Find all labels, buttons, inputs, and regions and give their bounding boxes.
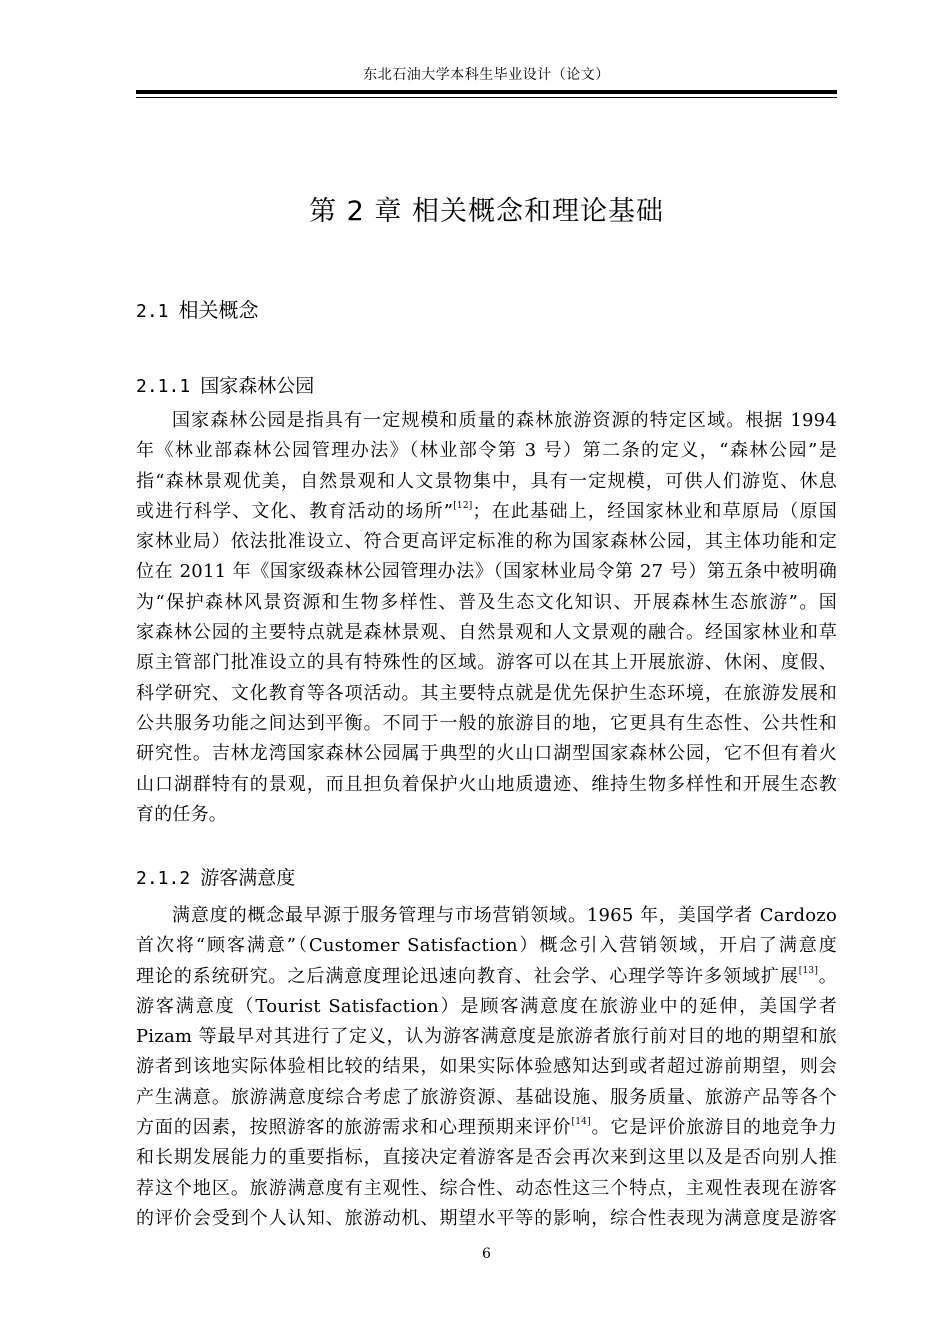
- text-line: Pizam 等最早对其进行了定义，认为游客满意度是旅游者旅行前对目的地的期望和旅: [136, 1026, 837, 1048]
- chapter-title: 第 2 章 相关概念和理论基础: [309, 196, 664, 227]
- text-line: 和长期发展能力的重要指标，直接决定着游客是否会再次来到这里以及是否向别人推: [136, 1147, 837, 1169]
- text-line: 指“森林景观优美，自然景观和人文景物集中，具有一定规模，可供人们游览、休息: [136, 470, 837, 492]
- paragraph-tourist-satisfaction: [136, 901, 837, 1234]
- text-line: 位在 2011 年《国家级森林公园管理办法》（国家林业局令第 27 号）第五条中被明确: [136, 561, 837, 583]
- subsection-title: 国家森林公园: [200, 375, 315, 397]
- text-line: 育的任务。: [136, 803, 227, 825]
- text-line: 荐这个地区。旅游满意度有主观性、综合性、动态性这三个特点，主观性表现在游客: [136, 1177, 837, 1199]
- header-rule-thick: [136, 90, 837, 94]
- text-line: 公共服务功能之间达到平衡。不同于一般的旅游目的地，它更具有生态性、公共性和: [136, 712, 837, 734]
- text-line: 为“保护森林风景资源和生物多样性、普及生态文化知识、开展森林生态旅游”。国: [136, 591, 837, 613]
- running-header: 东北石油大学本科生毕业设计（论文）: [363, 67, 610, 83]
- text-fragment: ；在此基础上，经国家林业和草原局（原国: [472, 500, 837, 522]
- text-line: 原主管部门批准设立的具有特殊性的区域。游客可以在其上开展旅游、休闲、度假、: [136, 652, 837, 674]
- text-line: 家森林公园的主要特点就是森林景观、自然景观和人文景观的融合。经国家林业和草: [136, 622, 837, 644]
- text-line: 家林业局）依法批准设立、符合更高评定标准的称为国家森林公园，其主体功能和定: [136, 531, 837, 553]
- subsection-heading-satisfaction: [136, 864, 295, 893]
- section-number: 2.1: [136, 301, 169, 322]
- page-number: 6: [482, 1246, 491, 1262]
- citation-14: [14]: [571, 1117, 591, 1128]
- text-line: 产生满意。旅游满意度综合考虑了旅游资源、基础设施、服务质量、旅游产品等各个: [136, 1086, 837, 1108]
- text-fragment: 。: [818, 965, 837, 987]
- text-line: 研究性。吉林龙湾国家森林公园属于典型的火山口湖型国家森林公园，它不但有着火: [136, 743, 837, 765]
- header-rule-thin: [136, 97, 837, 98]
- text-line: 的评价会受到个人认知、旅游动机、期望水平等的影响，综合性表现为满意度是游客: [136, 1207, 837, 1229]
- subsection-number: 2.1.2: [136, 868, 191, 889]
- text-line: [136, 962, 837, 992]
- text-fragment: 或进行科学、文化、教育活动的场所”: [136, 500, 454, 522]
- text-fragment: 理论的系统研究。之后满意度理论迅速向教育、社会学、心理学等许多领域扩展: [136, 965, 799, 987]
- text-line: 首次将“顾客满意”（Customer Satisfaction）概念引入营销领域，开启了满意度: [136, 935, 837, 957]
- subsection-title: 游客满意度: [200, 867, 296, 889]
- text-fragment: 。它是评价旅游目的地竞争力: [590, 1117, 837, 1139]
- paragraph-forest-park: [136, 406, 837, 830]
- text-line: [136, 1113, 837, 1143]
- text-line: [136, 497, 837, 527]
- section-title: 相关概念: [178, 298, 259, 322]
- text-line: 山口湖群特有的景观，而且担负着保护火山地质遗迹、维持生物多样性和开展生态教: [136, 773, 837, 795]
- subsection-number: 2.1.1: [136, 376, 191, 397]
- citation-13: [13]: [798, 965, 819, 976]
- text-fragment: 方面的因素，按照游客的旅游需求和心理预期来评价: [136, 1117, 572, 1139]
- subsection-heading-forest-park: [136, 372, 314, 401]
- text-line: 游者到该地实际体验相比较的结果，如果实际体验感知达到或者超过游前期望，则会: [136, 1056, 837, 1078]
- citation-12: [12]: [453, 500, 473, 511]
- section-heading: [136, 295, 259, 327]
- text-line: 游客满意度（Tourist Satisfaction）是顾客满意度在旅游业中的延伸，美国学者: [136, 995, 837, 1017]
- text-line: 年《林业部森林公园管理办法》（林业部令第 3 号）第二条的定义，“森林公园”是: [136, 440, 837, 462]
- text-line: 国家森林公园是指具有一定规模和质量的森林旅游资源的特定区域。根据 1994: [172, 410, 837, 431]
- text-line: 满意度的概念最早源于服务管理与市场营销领域。1965 年，美国学者 Cardozo: [172, 905, 837, 926]
- text-line: 科学研究、文化教育等各项活动。其主要特点就是优先保护生态环境，在旅游发展和: [136, 682, 837, 704]
